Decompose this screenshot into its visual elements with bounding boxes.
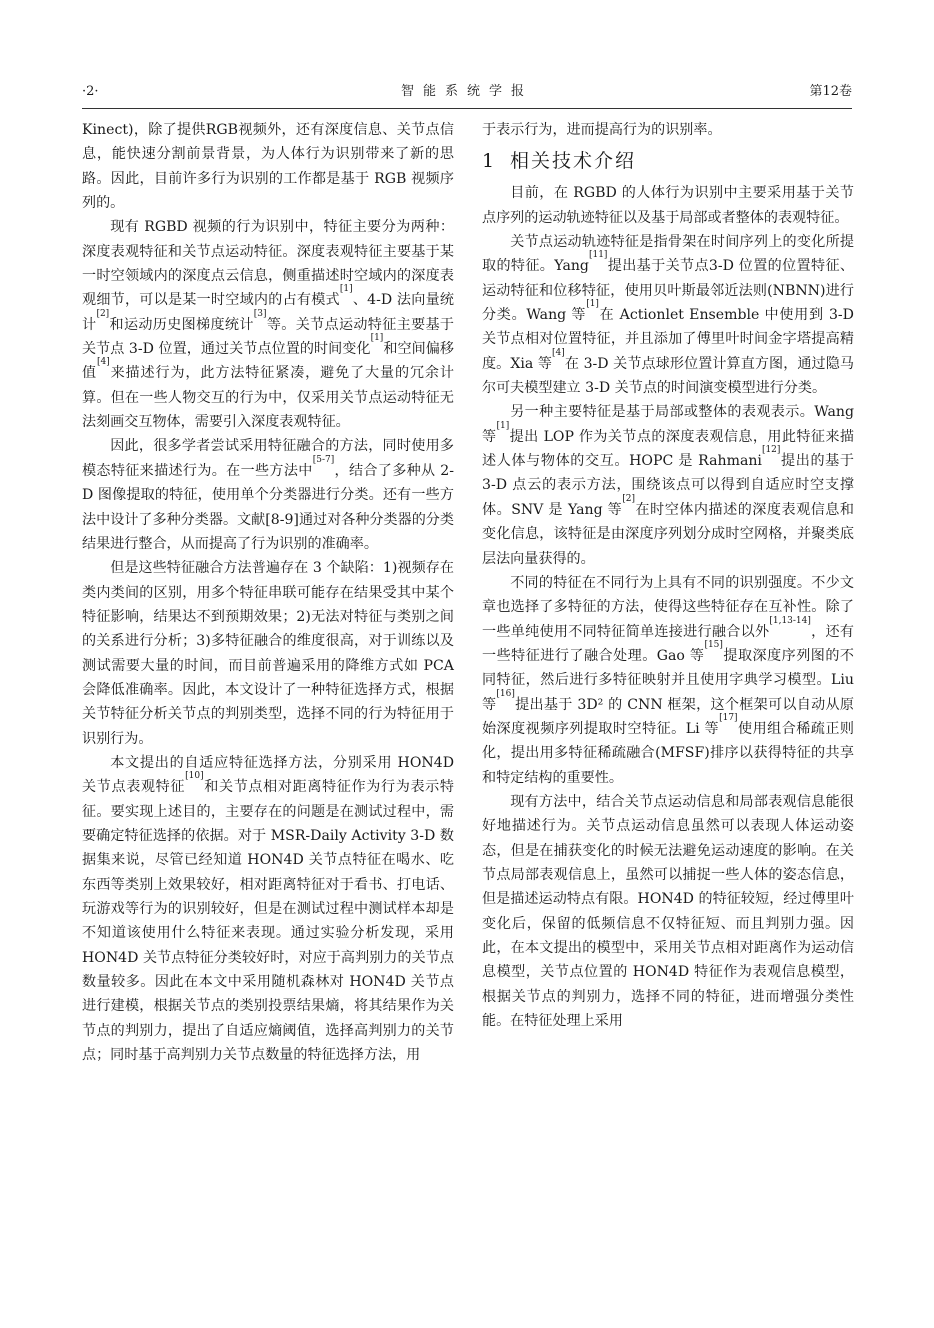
header-rule (82, 108, 852, 109)
citation: [5-7] (312, 454, 335, 465)
citation: [11] (588, 250, 608, 261)
paragraph-text: 和空间偏移值 (82, 341, 454, 382)
paragraph-text: 使用组合稀疏正则化，提出用多特征稀疏融合(MFSF)排序以获得特征的共享和特定结构的重要性。 (482, 720, 854, 786)
citation: [15] (704, 639, 723, 650)
citation: [17] (719, 712, 738, 723)
paragraph-text: 提出 LOP 作为关节点的深度表观信息，用此特征来描述人体与物体的交互。HOPC 是 Rahmani (482, 428, 855, 470)
citation: [2] (622, 493, 635, 504)
paragraph-text: 提出基于关节点3-D 位置的位置特征、运动特征和位移特征，使用贝叶斯最邻近法则(NBNN)进行分类。Wang 等 (482, 258, 854, 324)
paragraph-text: ，结合了多种从 2-D 图像提取的特征，使用单个分类器进行分类。还有一些方法中设计了多种分类器。文献[8-9]通过对各种分类器的分类结果进行整合，从而提高了行为识别的准确率。 (82, 462, 455, 552)
paragraph-text: 提出的基于 3-D 点云的表示方法，围绕该点可以得到自适应时空支撑体。SNV 是 Yang 等 (482, 453, 854, 518)
paragraph (82, 434, 454, 556)
paragraph-text: 和运动历史图梯度统计 (109, 316, 254, 333)
citation: [4] (552, 347, 565, 358)
paragraph-text: 不同的特征在不同行为上具有不同的识别强度。不少文章也选择了多特征的方法，使得这些特征存在互补性。除了一些单纯使用不同特征简单连接进行融合以外 (482, 574, 854, 640)
paragraph-text: 目前，在 RGBD 的人体行为识别中主要采用基于关节点序列的运动轨迹特征以及基于局部或者整体的表观特征。 (482, 185, 854, 226)
paragraph-text: 但是这些特征融合方法普遍存在 3 个缺陷：1)视频存在类内类间的区别，用多个特征串联可能存在结果受其中某个特征影响，结果达不到预期效果；2)无法对特征与类别之间的关系进行分析；3)多特征融合的维度很高，对于训练以及测试需要大量的时间，而目前普遍采用的降维方式如 PCA 会降低准确率。因此，本文设计了一种特征选择方式，根据关节特征分析关节点的判别类型，选择不同的行为特征用于识别行为。 (82, 560, 454, 747)
paragraph (82, 118, 454, 215)
journal-title: 智能系统学报 (400, 84, 533, 99)
section-title: 相关技术介绍 (510, 150, 637, 173)
paragraph-text: 现有 RGBD 视频的行为识别中，特征主要分为两种：深度表观特征和关节点运动特征。深度表观特征主要基于某一时空领域内的深度点云信息，侧重描述时空域内的深度表观细节，可以是某一时空域内的占有模式 (82, 219, 454, 309)
paragraph-text: 在时空体内描述的深度表观信息和变化信息，该特征是由深度序列划分成时空网格，并聚类底层法向量获得的。 (482, 501, 855, 567)
citation: [1] (496, 420, 510, 431)
right-column (482, 118, 854, 1033)
paragraph-text: 、4-D 法向量统计 (82, 292, 454, 333)
paragraph-text: 和关节点相对距离特征作为行为表示特征。要实现上述目的，主要存在的问题是在测试过程中，需要确定特征选择的依据。对于 MSR-Daily Activity 3-D 数据集来说，尽管已经知道 HON4D 关节点特征在喝水、吃东西等类别上效果较好，相对距离特征对于看书、打电话、玩游戏等行为的识别较好，但是在测试过程中测试样本却是不知道该使用什么特征来表现。通过实验分析发现，采用 HON4D 关节点特征分类较好时，对应于高判别力的关节点数量较多。因此在本文中采用随机森林对 HON4D 关节点进行建模，根据关节点的类别投票结果熵，将其结果作为关节点的判别力，提出了自适应熵阈值，选择高判别力的关节点；同时基于高判别力关节点数量的特征选择方法，用 (82, 779, 454, 1064)
paragraph-text: Kinect)，除了提供RGB视频外，还有深度信息、关节点信息，能快速分割前景背景，为人体行为识别带来了新的思路。因此，目前许多行为识别的工作都是基于 RGB 视频序列的。 (82, 122, 454, 212)
paragraph (482, 118, 854, 142)
paragraph-text: 另一种主要特征是基于局部或整体的表观表示。Wang 等 (482, 404, 854, 445)
paragraph-text: 提出基于 3D² 的 CNN 框架，这个框架可以自动从原始深度视频序列提取时空特征。Li 等 (482, 696, 854, 737)
paragraph-text: 等。关节点运动特征主要基于关节点 3-D 位置，通过关节点位置的时间变化 (82, 316, 455, 358)
citation: [4] (96, 357, 110, 368)
paragraph (482, 790, 854, 1033)
section-heading (482, 146, 854, 176)
paragraph-text: 本文提出的自适应特征选择方法，分别采用 HON4D 关节点表观特征 (82, 754, 454, 796)
citation: [1,13-14] (769, 615, 811, 626)
citation: [3] (253, 308, 267, 319)
left-column (82, 118, 454, 1067)
paragraph (482, 571, 854, 790)
paragraph-text: 来描述行为，此方法特征紧凑，避免了大量的冗余计算。但在一些人物交互的行为中，仅采用关节点运动特征无法刻画交互物体，需要引入深度表观特征。 (82, 365, 454, 431)
citation: [2] (96, 308, 110, 319)
paragraph-text: 于表示行为，进而提高行为的识别率。 (482, 122, 722, 138)
page-header (82, 84, 852, 106)
paragraph-text: ，还有一些特征进行了融合处理。Gao 等 (482, 623, 855, 664)
paragraph (82, 751, 454, 1067)
paragraph (482, 400, 854, 570)
paragraph (82, 215, 454, 434)
citation: [10] (185, 771, 204, 782)
paragraph-text: 在 Actionlet Ensemble 中使用到 3-D 关节点相对位置特征，并且添加了傅里叶时间金字塔提高精度。Xia 等 (482, 307, 854, 372)
paragraph (482, 181, 854, 230)
citation: [1] (586, 299, 599, 310)
page-number: ·2· (82, 84, 99, 99)
paragraph (82, 556, 454, 751)
paragraph-text: 现有方法中，结合关节点运动信息和局部表观信息能很好地描述行为。关节点运动信息虽然可以表现人体运动姿态，但是在捕获变化的时候无法避免运动速度的影响。在关节点局部表观信息上，虽然可以捕捉一些人体的姿态信息，但是描述运动特点有限。HON4D 的特征较短，经过傅里叶变化后，保留的低频信息不仅特征短、而且判别力强。因此，在本文提出的模型中，采用关节点相对距离作为运动信息模型，关节点位置的 HON4D 特征作为表观信息模型，根据关节点的判别力，选择不同的特征，进而增强分类性能。在特征处理上采用 (482, 793, 854, 1030)
citation: [16] (496, 688, 515, 699)
paragraph-text: 关节点运动轨迹特征是指骨架在时间序列上的变化所提取的特征。Yang (482, 234, 854, 275)
volume-label: 第12卷 (809, 84, 852, 99)
section-number: 1 (482, 150, 497, 173)
paragraph (482, 230, 854, 400)
paragraph-text: 因此，很多学者尝试采用特征融合的方法，同时使用多模态特征来描述行为。在一些方法中 (82, 438, 454, 479)
citation: [1] (339, 284, 353, 295)
citation: [1] (370, 333, 384, 344)
paragraph-text: 提取深度序列图的不同特征，然后进行多特征映射并且使用字典学习模型。Liu 等 (482, 647, 855, 713)
citation: [12] (761, 445, 781, 456)
paragraph-text: 在 3-D 关节点球形位置计算直方图，通过隐马尔可夫模型建立 3-D 关节点的时间演变模型进行分类。 (482, 355, 854, 397)
